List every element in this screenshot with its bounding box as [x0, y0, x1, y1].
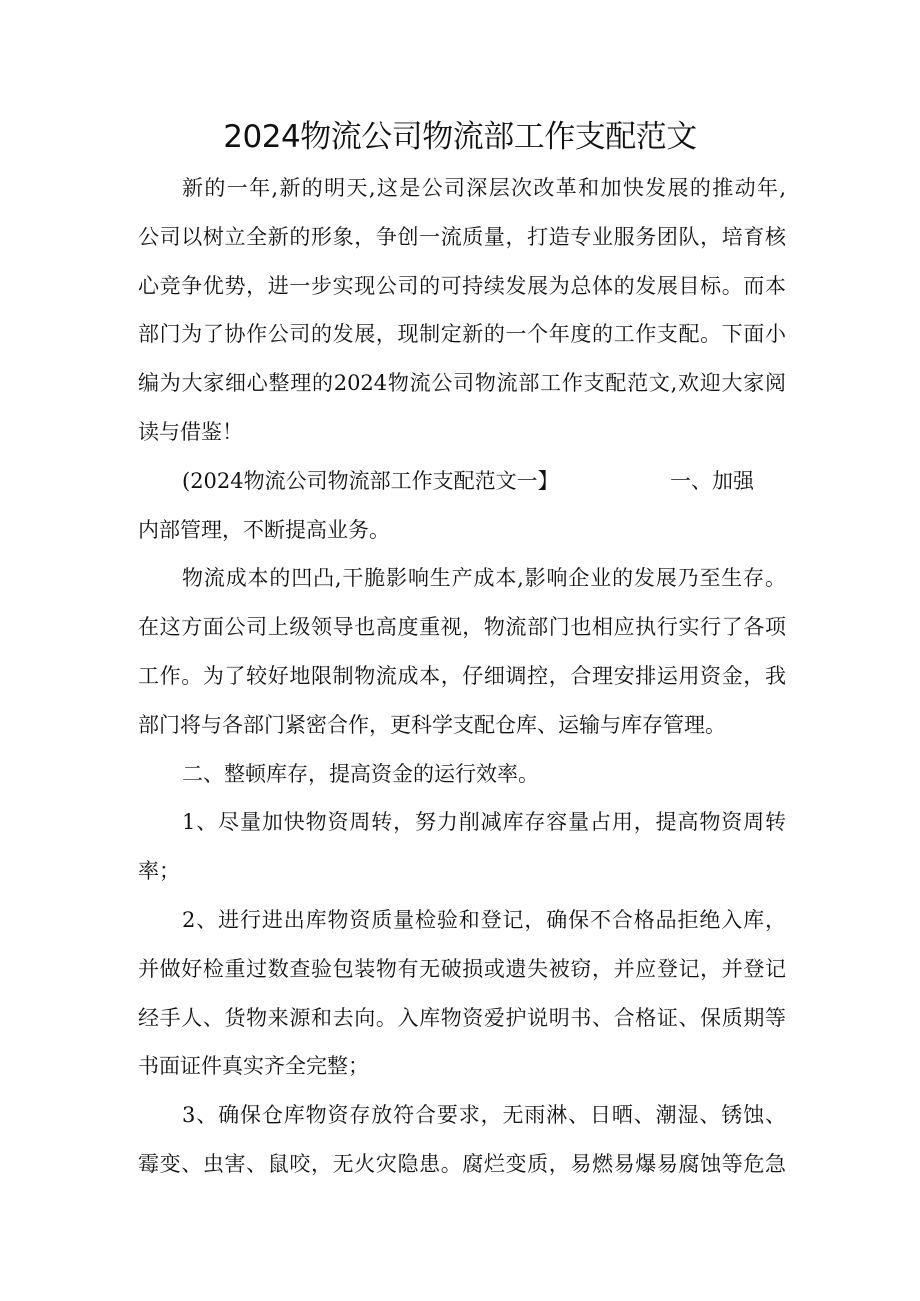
text-line: 工作。为了较好地限制物流成本，仔细调控，合理安排运用资金，我 — [138, 663, 786, 688]
document-title: 2024物流公司物流部工作支配范文 — [223, 119, 697, 155]
text-line: 编为大家细心整理的2024物流公司物流部工作支配范文,欢迎大家阅 — [138, 371, 786, 396]
text-line: 物流成本的凹凸,干脆影响生产成本,影响企业的发展乃至生存。 — [182, 566, 786, 591]
item-one — [138, 798, 786, 896]
text-line: 霉变、虫害、鼠咬，无火灾隐患。腐烂变质，易燃易爆易腐蚀等危急 — [138, 1151, 786, 1176]
text-line: 在这方面公司上级领导也高度重视，物流部门也相应执行实行了各项 — [138, 615, 786, 640]
section-one-heading-start: 一、加强 — [670, 468, 754, 493]
section-one-label: (2024物流公司物流部工作支配范文一】 — [182, 468, 559, 493]
text-line: 读与借鉴！ — [138, 419, 243, 444]
section-one — [138, 457, 786, 555]
heading-two-text: 二、整顿库存，提高资金的运行效率。 — [182, 761, 539, 786]
text-line: 1、尽量加快物资周转，努力削减库存容量占用，提高物资周转 — [182, 810, 786, 835]
text-line: 部门将与各部门紧密合作，更科学支配仓库、运输与库存管理。 — [138, 712, 726, 737]
text-line: 率； — [138, 859, 180, 884]
section-one-heading-end: 内部管理，不断提高业务。 — [138, 517, 390, 542]
text-line: 新的一年,新的明天,这是公司深层次改革和加快发展的推动年, — [182, 176, 786, 200]
text-line: 3、确保仓库物资存放符合要求，无雨淋、日晒、潮湿、锈蚀、 — [182, 1103, 786, 1128]
cost-paragraph — [138, 554, 786, 749]
text-line: 书面证件真实齐全完整； — [138, 1054, 369, 1079]
text-line: 经手人、货物来源和去向。入库物资爱护说明书、合格证、保质期等 — [138, 1005, 786, 1030]
section-one-heading-row — [138, 457, 786, 506]
text-line: 并做好检重过数查验包装物有无破损或遗失被窃，并应登记，并登记 — [138, 956, 786, 981]
text-line: 心竞争优势，进一步实现公司的可持续发展为总体的发展目标。而本 — [138, 273, 786, 298]
text-line: 2、进行进出库物资质量检验和登记，确保不合格品拒绝入库， — [182, 907, 786, 932]
text-line: 公司以树立全新的形象，争创一流质量，打造专业服务团队，培育核 — [138, 224, 786, 249]
item-two — [138, 896, 786, 1091]
document-body — [138, 164, 786, 1189]
intro-paragraph — [138, 164, 786, 457]
text-line: 部门为了协作公司的发展，现制定新的一个年度的工作支配。下面小 — [138, 322, 786, 347]
item-three — [138, 1091, 786, 1189]
heading-two — [138, 750, 786, 799]
